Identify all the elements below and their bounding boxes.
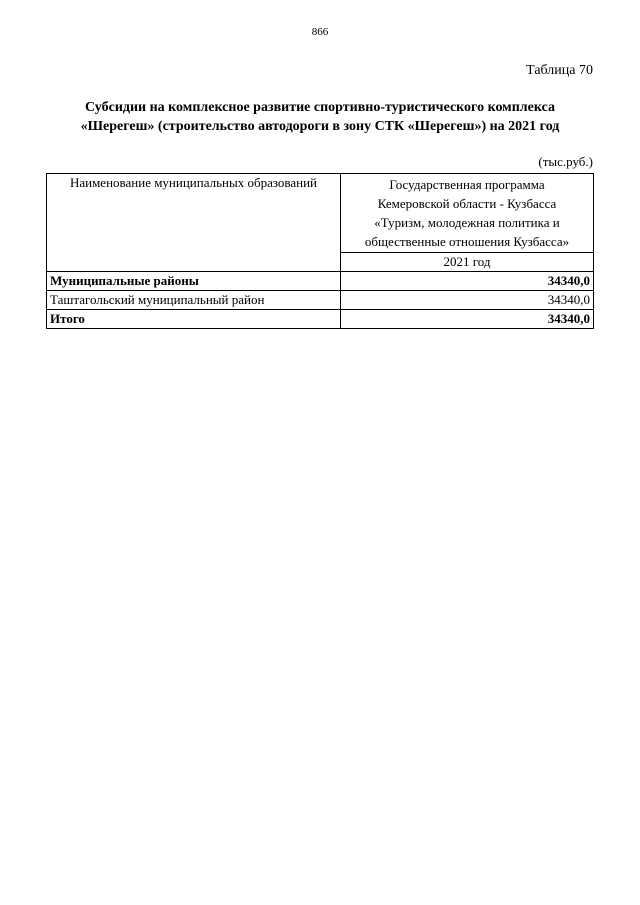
header-year: 2021 год	[341, 253, 594, 272]
header-program-line: общественные отношения Кузбасса»	[364, 234, 570, 249]
table-header-row	[47, 174, 594, 253]
row-name: Муниципальные районы	[47, 272, 341, 291]
header-program-line: «Туризм, молодежная политика и	[374, 215, 560, 230]
table-row	[47, 291, 594, 310]
document-title	[46, 98, 594, 136]
title-line-2: «Шерегеш» (строительство автодороги в зону СТК «Шерегеш») на 2021 год	[80, 119, 560, 134]
units-label: (тыс.руб.)	[538, 154, 593, 169]
row-name: Таштагольский муниципальный район	[47, 291, 341, 310]
row-value: 34340,0	[341, 291, 594, 310]
table-row	[47, 310, 594, 329]
table-row	[47, 272, 594, 291]
row-value: 34340,0	[341, 272, 594, 291]
header-program-line: Государственная программа	[389, 177, 545, 192]
header-program-line: Кемеровской области - Кузбасса	[377, 196, 557, 211]
header-municipality: Наименование муниципальных образований	[47, 174, 341, 272]
header-program	[341, 174, 594, 253]
table-label: Таблица 70	[526, 63, 593, 78]
row-value: 34340,0	[341, 310, 594, 329]
page-number: 866	[311, 26, 329, 38]
subsidy-table	[46, 173, 594, 329]
row-name: Итого	[47, 310, 341, 329]
title-line-1: Субсидии на комплексное развитие спортивно-туристического комплекса	[85, 100, 555, 115]
